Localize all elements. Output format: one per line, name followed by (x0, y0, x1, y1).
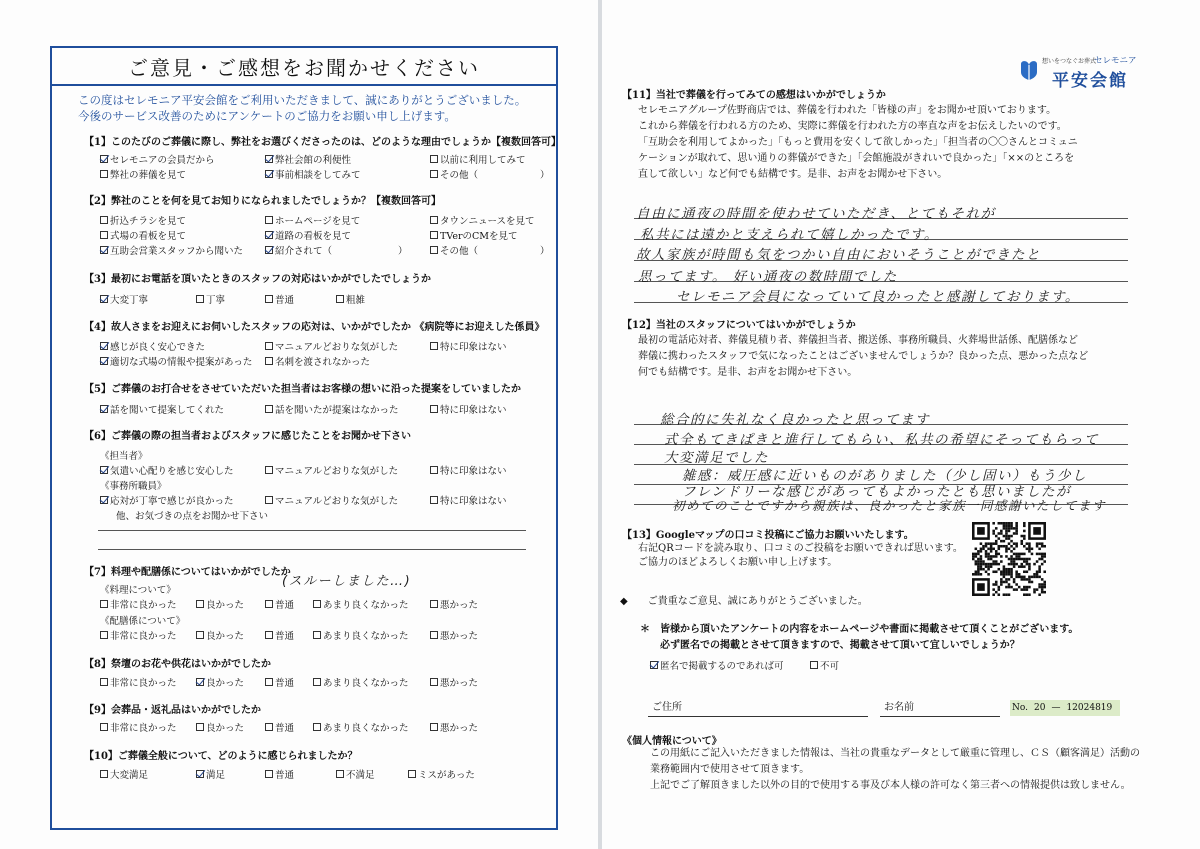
q7-sub-server: 《配膳係について》 (100, 616, 186, 627)
q6-office-opt-manual[interactable]: マニュアルどおりな気がした (265, 493, 398, 507)
checkbox[interactable] (430, 678, 438, 686)
checkbox[interactable] (100, 723, 108, 731)
checkbox[interactable] (100, 231, 108, 239)
q3-opt-very-polite[interactable]: 大変丁寧 (100, 292, 148, 306)
q9-title: 【9】会葬品・返礼品はいかがでしたか (84, 705, 261, 716)
q5-opt-none[interactable]: 特に印象はない (430, 402, 507, 416)
checkbox[interactable] (265, 405, 273, 413)
q1-opt-other[interactable]: その他（ (430, 167, 478, 181)
q6-title: 【6】ご葬儀の際の担当者およびスタッフに感じたことをお聞かせ下さい (84, 431, 411, 442)
checkbox[interactable] (196, 600, 204, 608)
q12-handwritten-line: フレンドリーな感じがあってもよかったとも思いましたが (682, 484, 1071, 500)
q6-other-prompt: 他、お気づきの点をお聞かせ下さい (116, 511, 269, 522)
publish-opt-no[interactable]: 不可 (810, 658, 839, 672)
name-label: お名前 (884, 702, 914, 713)
checkbox[interactable] (265, 342, 273, 350)
q1-title: 【1】このたびのご葬儀に際し、弊社をお選びくださったのは、どのような理由でしょうか【複数回答可】 (84, 137, 561, 148)
logo-mark-icon (1018, 58, 1040, 82)
intro-text: この度はセレモニア平安会館をご利用いただきまして、誠にありがとうございました。 今後のサービス改善のためにアンケートのご協力をお願い申し上げます。 (78, 93, 527, 123)
q4-opt-manual[interactable]: マニュアルどおりな気がした (265, 339, 398, 353)
q3-title: 【3】最初にお電話を頂いたときのスタッフの対応はいかがでしたでしょうか (84, 274, 431, 285)
serial-number: No. 20 — 12024819 (1010, 700, 1120, 716)
checkbox[interactable] (100, 600, 108, 608)
q12-handwritten-line: 初めてのことですから親族は、良かったと家族一同感謝いたしてます (672, 498, 1107, 513)
q10-title: 【10】ご葬儀全般について、どのように感じられましたか？ (84, 751, 358, 762)
checkbox[interactable] (100, 678, 108, 686)
checkbox[interactable] (265, 295, 273, 303)
q7-handwritten-note: (スルーしました…) (282, 574, 412, 589)
checkbox[interactable] (265, 600, 273, 608)
checkbox[interactable] (100, 466, 108, 474)
checkbox[interactable] (100, 357, 108, 365)
checkbox[interactable] (100, 170, 108, 178)
q6-office-opt-none[interactable]: 特に印象はない (430, 493, 507, 507)
logo: 想いをつなぐお葬式 セレモニア 平安会館 (1018, 54, 1138, 88)
q2-opt-venue-sign[interactable]: 式場の看板を見て (100, 228, 186, 242)
q6-sub-office: 《事務所職員》 (100, 481, 167, 492)
checkbox[interactable] (196, 678, 204, 686)
checkbox[interactable] (313, 678, 321, 686)
q10-opt-2[interactable]: 満足 (196, 767, 225, 781)
q12-handwritten-line: 総合的に失礼なく良かったと思ってます (660, 412, 930, 428)
q5-opt-proposed[interactable]: 話を聞いて提案してくれた (100, 402, 224, 416)
privacy-title: 《個人情報について》 (622, 736, 722, 747)
q10-opt-3[interactable]: 普通 (265, 767, 294, 781)
q9-opt-5[interactable]: 悪かった (430, 720, 478, 734)
q7-title: 【7】料理や配膳係についてはいかがでしたか (84, 567, 291, 578)
q6-comment-line[interactable] (98, 530, 526, 531)
checkbox[interactable] (100, 295, 108, 303)
q1-opt-previous[interactable]: 以前に利用してみて (430, 152, 526, 166)
survey-title: ご意見・ご感想をお聞かせください (50, 46, 558, 86)
checkbox[interactable] (265, 496, 273, 504)
checkbox[interactable] (100, 216, 108, 224)
checkbox[interactable] (196, 723, 204, 731)
q1-opt-saw-funeral[interactable]: 弊社の葬儀を見て (100, 167, 186, 181)
q12-handwritten-line: 雑感：威圧感に近いものがありました（少し固い）もう少し (682, 468, 1087, 484)
q3-opt-polite[interactable]: 丁寧 (196, 292, 225, 306)
checkbox[interactable] (265, 723, 273, 731)
publish-opt-anonymous[interactable]: 匿名で掲載するのであれば可 (650, 658, 784, 672)
q7-server-opt-3[interactable]: 普通 (265, 628, 294, 642)
checkbox[interactable] (265, 216, 273, 224)
privacy-text: この用紙にご記入いただきました情報は、当社の貴重なデータとして厳重に管理し、ＣＳ（顧客満足）活動の 業務範囲内で使用させて頂きます。 上記でご了解頂きました以外の目的で使用する事及び本人様の許可なく第三者への情報提供は致しません。 (650, 748, 1140, 791)
q2-referral-close: ） (398, 246, 408, 257)
q7-food-opt-4[interactable]: あまり良くなかった (313, 597, 409, 611)
checkbox[interactable] (265, 155, 273, 163)
q11-handwritten-line: 思ってます。 好い通夜の数時間でした (638, 269, 898, 285)
q6-staff-opt-care[interactable]: 気遣い心配りを感じ安心した (100, 463, 234, 477)
q6-comment-line[interactable] (98, 549, 526, 550)
q8-opt-4[interactable]: あまり良くなかった (313, 675, 409, 689)
checkbox[interactable] (265, 631, 273, 639)
q11-handwritten-line: 私共には遠かと支えられて嬉しかったです。 (640, 227, 939, 243)
q1-opt-convenience[interactable]: 弊社会館の利便性 (265, 152, 351, 166)
checkbox[interactable] (100, 405, 108, 413)
q11-description: セレモニアグループ佐野商店では、葬儀を行われた「皆様の声」をお聞かせ頂いております。 これから葬儀を行われる方のため、実際に葬儀を行われた方の率直な声をお伝えしたいのです。 「互助会を利用してよかった」「もっと費用を安くして欲しかった」「担当者の〇〇さんとコミュニ ケーションが取れて、思い通りの葬儀ができた」「会館施設がきれいで良かった」「××のところを 直して欲しい」など何でも結構です。是非、お声をお聞かせ下さい。 (638, 105, 1078, 180)
checkbox[interactable] (196, 631, 204, 639)
address-field[interactable] (648, 716, 868, 717)
q4-opt-no-card[interactable]: 名刺を渡されなかった (265, 354, 370, 368)
q8-title: 【8】祭壇のお花や供花はいかがでしたか (84, 659, 271, 670)
q6-sub-staff: 《担当者》 (100, 451, 148, 462)
q5-title: 【5】ご葬儀のお打合せをさせていただいた担当者はお客様の想いに沿った提案をしていましたか (84, 384, 521, 395)
q7-food-opt-2[interactable]: 良かった (196, 597, 244, 611)
q2-opt-referral[interactable]: 紹介されて（ (265, 243, 332, 257)
q2-opt-townnews[interactable]: タウンニュースを見て (430, 213, 535, 227)
checkbox[interactable] (265, 246, 273, 254)
q8-opt-1[interactable]: 非常に良かった (100, 675, 177, 689)
q7-server-opt-4[interactable]: あまり良くなかった (313, 628, 409, 642)
q12-title: 【12】当社のスタッフについてはいかがでしょうか (622, 320, 856, 331)
checkbox[interactable] (336, 295, 344, 303)
thanks-text: ◆ ご貴重なご意見、誠にありがとうございました。 (620, 596, 868, 607)
checkbox[interactable] (265, 231, 273, 239)
checkbox[interactable] (430, 466, 438, 474)
checkbox[interactable] (430, 496, 438, 504)
q10-opt-5[interactable]: ミスがあった (408, 767, 475, 781)
q11-handwritten-line: セレモニア会員になっていて良かったと感謝しております。 (676, 289, 1080, 305)
q2-opt-staff[interactable]: 互助会営業スタッフから聞いた (100, 243, 243, 257)
q8-opt-5[interactable]: 悪かった (430, 675, 478, 689)
q2-opt-other[interactable]: その他（ (430, 243, 478, 257)
checkbox[interactable] (430, 600, 438, 608)
checkbox[interactable] (430, 631, 438, 639)
checkbox[interactable] (265, 170, 273, 178)
q2-opt-homepage[interactable]: ホームページを見て (265, 213, 360, 227)
checkbox[interactable] (313, 723, 321, 731)
q4-opt-good[interactable]: 感じが良く安心できた (100, 339, 205, 353)
q2-title: 【2】弊社のことを何を見てお知りになられましたでしょうか？【複数回答可】 (84, 196, 441, 207)
q7-server-opt-2[interactable]: 良かった (196, 628, 244, 642)
q3-opt-rough[interactable]: 粗雑 (336, 292, 365, 306)
q11-handwritten-line: 自由に通夜の時間を使わせていただき、とてもそれが (636, 206, 996, 222)
q8-opt-3[interactable]: 普通 (265, 675, 294, 689)
q5-opt-no-proposal[interactable]: 話を聞いたが提案はなかった (265, 402, 399, 416)
checkbox[interactable] (265, 357, 273, 365)
q6-staff-opt-manual[interactable]: マニュアルどおりな気がした (265, 463, 398, 477)
q2-opt-flyer[interactable]: 折込チラシを見て (100, 213, 186, 227)
q7-server-opt-1[interactable]: 非常に良かった (100, 628, 177, 642)
checkbox[interactable] (430, 231, 438, 239)
q1-opt-member[interactable]: セレモニアの会員だから (100, 152, 215, 166)
checkbox[interactable] (265, 466, 273, 474)
q12-handwritten-line: 式全もてきぱきと進行してもらい、私共の希望にそってもらって (664, 432, 1099, 448)
q2-opt-tver[interactable]: TVerのCMを見て (430, 228, 518, 242)
q7-food-opt-1[interactable]: 非常に良かった (100, 597, 177, 611)
checkbox[interactable] (196, 770, 204, 778)
diamond-icon: ◆ (620, 596, 628, 607)
checkbox[interactable] (100, 770, 108, 778)
checkbox[interactable] (650, 661, 658, 669)
q6-staff-opt-none[interactable]: 特に印象はない (430, 463, 507, 477)
q2-opt-road-sign[interactable]: 道路の看板を見て (265, 228, 351, 242)
q7-sub-food: 《料理について》 (100, 585, 176, 596)
checkbox[interactable] (430, 216, 438, 224)
q10-opt-4[interactable]: 不満足 (336, 767, 375, 781)
qr-code-icon[interactable] (972, 522, 1046, 596)
checkbox[interactable] (430, 155, 438, 163)
q9-opt-2[interactable]: 良かった (196, 720, 244, 734)
checkbox[interactable] (100, 246, 108, 254)
publish-note: ＊ 皆様から頂いたアンケートの内容をホームページや書面に掲載させて頂くことがございます。 必ず匿名での掲載とさせて頂きますので、掲載させて頂いて宜しいでしょうか？ (640, 624, 1079, 651)
checkbox[interactable] (100, 342, 108, 350)
q4-title: 【4】故人さまをお迎えにお伺いしたスタッフの応対は、いかがでしたか 《病院等にお迎えした係員》 (84, 322, 545, 333)
checkbox[interactable] (265, 678, 273, 686)
checkbox[interactable] (100, 496, 108, 504)
q8-opt-2[interactable]: 良かった (196, 675, 244, 689)
q10-opt-1[interactable]: 大変満足 (100, 767, 148, 781)
q3-opt-normal[interactable]: 普通 (265, 292, 294, 306)
checkbox[interactable] (100, 631, 108, 639)
checkbox[interactable] (100, 155, 108, 163)
q11-title: 【11】当社で葬儀を行ってみての感想はいかがでしょうか (622, 90, 886, 101)
q7-server-opt-5[interactable]: 悪かった (430, 628, 478, 642)
checkbox[interactable] (313, 600, 321, 608)
checkbox[interactable] (430, 170, 438, 178)
q2-other-close: ） (540, 246, 550, 257)
checkbox[interactable] (336, 770, 344, 778)
q4-opt-none[interactable]: 特に印象はない (430, 339, 507, 353)
q12-description: 最初の電話応対者、葬儀見積り者、葬儀担当者、搬送係、事務所職員、火葬場世話係、配膳係など 葬儀に携わったスタッフで気になったことはございませんでしょうか？良かった点、悪かった点など 何でも結構です。是非、お声をお聞かせ下さい。 (638, 335, 1089, 378)
q9-opt-1[interactable]: 非常に良かった (100, 720, 177, 734)
address-label: ご住所 (652, 702, 682, 713)
checkbox[interactable] (196, 295, 204, 303)
checkbox[interactable] (265, 770, 273, 778)
q6-office-opt-polite[interactable]: 応対が丁寧で感じが良かった (100, 493, 234, 507)
q1-opt-consult[interactable]: 事前相談をしてみて (265, 167, 361, 181)
checkbox[interactable] (810, 661, 818, 669)
checkbox[interactable] (430, 405, 438, 413)
q13-title: 【13】Googleマップの口コミ投稿にご協力お願いいたします。 (622, 530, 914, 541)
q1-other-close: ） (540, 170, 550, 181)
name-field[interactable] (880, 716, 1000, 717)
q7-food-opt-5[interactable]: 悪かった (430, 597, 478, 611)
q9-opt-4[interactable]: あまり良くなかった (313, 720, 409, 734)
q9-opt-3[interactable]: 普通 (265, 720, 294, 734)
q11-handwritten-line: 故人家族が時間も気をつかい自由においそうことができたと (636, 247, 1041, 263)
checkbox[interactable] (430, 723, 438, 731)
checkbox[interactable] (313, 631, 321, 639)
q4-opt-info[interactable]: 適切な式場の情報や提案があった (100, 354, 252, 368)
checkbox[interactable] (430, 342, 438, 350)
checkbox[interactable] (430, 246, 438, 254)
checkbox[interactable] (408, 770, 416, 778)
q12-handwritten-line: 大変満足でした (664, 450, 769, 466)
q13-description: 右記QRコードを読み取り、口コミのご投稿をお願いできれば思います。 ご協力のほどよろしくお願い申し上げます。 (638, 543, 963, 568)
q7-food-opt-3[interactable]: 普通 (265, 597, 294, 611)
